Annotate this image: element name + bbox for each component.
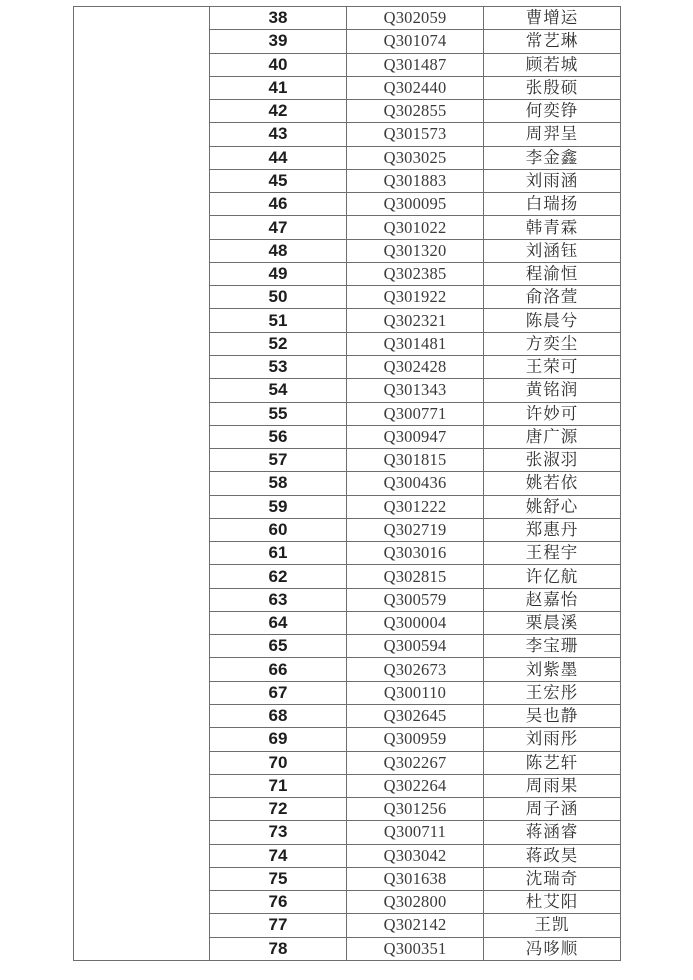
student-id-cell: Q302800 (347, 891, 484, 914)
sequence-number-cell: 38 (210, 7, 347, 30)
sequence-number-cell: 41 (210, 76, 347, 99)
student-id-cell: Q302264 (347, 774, 484, 797)
student-id-cell: Q303016 (347, 542, 484, 565)
student-name-cell: 沈瑞奇 (484, 867, 621, 890)
student-id-cell: Q300110 (347, 681, 484, 704)
student-name-cell: 吴也静 (484, 704, 621, 727)
student-name-cell: 刘雨彤 (484, 728, 621, 751)
sequence-number-cell: 67 (210, 681, 347, 704)
sequence-number-cell: 72 (210, 798, 347, 821)
student-id-cell: Q302673 (347, 658, 484, 681)
student-id-cell: Q302645 (347, 704, 484, 727)
student-name-cell: 俞洛萱 (484, 286, 621, 309)
sequence-number-cell: 76 (210, 891, 347, 914)
sequence-number-cell: 57 (210, 449, 347, 472)
sequence-number-cell: 54 (210, 379, 347, 402)
student-name-cell: 常艺琳 (484, 30, 621, 53)
student-id-cell: Q300579 (347, 588, 484, 611)
sequence-number-cell: 61 (210, 542, 347, 565)
student-id-cell: Q300711 (347, 821, 484, 844)
student-name-cell: 许亿航 (484, 565, 621, 588)
student-id-cell: Q301883 (347, 169, 484, 192)
student-name-cell: 李金鑫 (484, 146, 621, 169)
student-id-cell: Q301922 (347, 286, 484, 309)
student-name-cell: 杜艾阳 (484, 891, 621, 914)
student-id-cell: Q302815 (347, 565, 484, 588)
student-name-cell: 曹增运 (484, 7, 621, 30)
student-name-cell: 刘涵钰 (484, 239, 621, 262)
student-id-cell: Q301022 (347, 216, 484, 239)
student-id-cell: Q300351 (347, 937, 484, 960)
student-name-cell: 李宝珊 (484, 635, 621, 658)
student-id-cell: Q302321 (347, 309, 484, 332)
sequence-number-cell: 78 (210, 937, 347, 960)
student-name-cell: 王凯 (484, 914, 621, 937)
student-name-cell: 陈艺轩 (484, 751, 621, 774)
sequence-number-cell: 43 (210, 123, 347, 146)
student-name-cell: 刘紫墨 (484, 658, 621, 681)
student-id-cell: Q302440 (347, 76, 484, 99)
sequence-number-cell: 53 (210, 355, 347, 378)
student-id-cell: Q301256 (347, 798, 484, 821)
sequence-number-cell: 73 (210, 821, 347, 844)
student-id-cell: Q300004 (347, 611, 484, 634)
student-name-cell: 方奕尘 (484, 332, 621, 355)
sequence-number-cell: 51 (210, 309, 347, 332)
sequence-number-cell: 47 (210, 216, 347, 239)
sequence-number-cell: 55 (210, 402, 347, 425)
student-name-cell: 姚若依 (484, 472, 621, 495)
student-id-cell: Q300594 (347, 635, 484, 658)
student-id-cell: Q302142 (347, 914, 484, 937)
student-name-cell: 王程宇 (484, 542, 621, 565)
student-name-cell: 周子涵 (484, 798, 621, 821)
student-name-cell: 程渝恒 (484, 262, 621, 285)
student-id-cell: Q300959 (347, 728, 484, 751)
sequence-number-cell: 42 (210, 100, 347, 123)
student-name-cell: 赵嘉怡 (484, 588, 621, 611)
sequence-number-cell: 48 (210, 239, 347, 262)
student-name-cell: 张淑羽 (484, 449, 621, 472)
student-name-cell: 蒋政昊 (484, 844, 621, 867)
student-name-cell: 唐广源 (484, 425, 621, 448)
student-id-cell: Q302385 (347, 262, 484, 285)
student-name-cell: 张殷硕 (484, 76, 621, 99)
student-name-cell: 王宏彤 (484, 681, 621, 704)
student-id-cell: Q302855 (347, 100, 484, 123)
student-name-cell: 顾若城 (484, 53, 621, 76)
sequence-number-cell: 40 (210, 53, 347, 76)
student-name-cell: 周雨果 (484, 774, 621, 797)
student-id-cell: Q301638 (347, 867, 484, 890)
sequence-number-cell: 64 (210, 611, 347, 634)
sequence-number-cell: 50 (210, 286, 347, 309)
student-name-cell: 许妙可 (484, 402, 621, 425)
sequence-number-cell: 52 (210, 332, 347, 355)
sequence-number-cell: 60 (210, 518, 347, 541)
student-name-cell: 郑惠丹 (484, 518, 621, 541)
student-name-cell: 王荣可 (484, 355, 621, 378)
student-name-cell: 冯哆顺 (484, 937, 621, 960)
student-id-cell: Q301487 (347, 53, 484, 76)
table-row (74, 7, 621, 30)
student-id-cell: Q303025 (347, 146, 484, 169)
student-id-cell: Q303042 (347, 844, 484, 867)
sequence-number-cell: 62 (210, 565, 347, 588)
student-name-cell: 何奕铮 (484, 100, 621, 123)
student-id-cell: Q301815 (347, 449, 484, 472)
student-name-cell: 白瑞扬 (484, 193, 621, 216)
student-name-cell: 刘雨涵 (484, 169, 621, 192)
student-id-cell: Q302059 (347, 7, 484, 30)
sequence-number-cell: 70 (210, 751, 347, 774)
student-name-cell: 黄铭润 (484, 379, 621, 402)
sequence-number-cell: 56 (210, 425, 347, 448)
sequence-number-cell: 69 (210, 728, 347, 751)
student-id-cell: Q301074 (347, 30, 484, 53)
sequence-number-cell: 44 (210, 146, 347, 169)
student-name-cell: 陈晨兮 (484, 309, 621, 332)
student-id-cell: Q302267 (347, 751, 484, 774)
sequence-number-cell: 66 (210, 658, 347, 681)
sequence-number-cell: 65 (210, 635, 347, 658)
sequence-number-cell: 49 (210, 262, 347, 285)
student-id-cell: Q301573 (347, 123, 484, 146)
sequence-number-cell: 68 (210, 704, 347, 727)
sequence-number-cell: 45 (210, 169, 347, 192)
student-id-cell: Q300095 (347, 193, 484, 216)
student-name-cell: 栗晨溪 (484, 611, 621, 634)
student-name-cell: 蒋涵睿 (484, 821, 621, 844)
student-id-cell: Q301320 (347, 239, 484, 262)
sequence-number-cell: 39 (210, 30, 347, 53)
student-name-cell: 周羿呈 (484, 123, 621, 146)
student-id-cell: Q300436 (347, 472, 484, 495)
student-name-cell: 姚舒心 (484, 495, 621, 518)
sequence-number-cell: 71 (210, 774, 347, 797)
student-id-cell: Q301343 (347, 379, 484, 402)
student-name-cell: 韩青霖 (484, 216, 621, 239)
group-cell (74, 7, 210, 961)
student-id-cell: Q300771 (347, 402, 484, 425)
sequence-number-cell: 63 (210, 588, 347, 611)
sequence-number-cell: 58 (210, 472, 347, 495)
sequence-number-cell: 74 (210, 844, 347, 867)
student-id-cell: Q302719 (347, 518, 484, 541)
sequence-number-cell: 59 (210, 495, 347, 518)
table-body (74, 7, 621, 961)
sequence-number-cell: 75 (210, 867, 347, 890)
sequence-number-cell: 77 (210, 914, 347, 937)
student-id-cell: Q302428 (347, 355, 484, 378)
student-list-table (73, 6, 621, 961)
student-id-cell: Q301481 (347, 332, 484, 355)
sequence-number-cell: 46 (210, 193, 347, 216)
student-id-cell: Q301222 (347, 495, 484, 518)
student-id-cell: Q300947 (347, 425, 484, 448)
